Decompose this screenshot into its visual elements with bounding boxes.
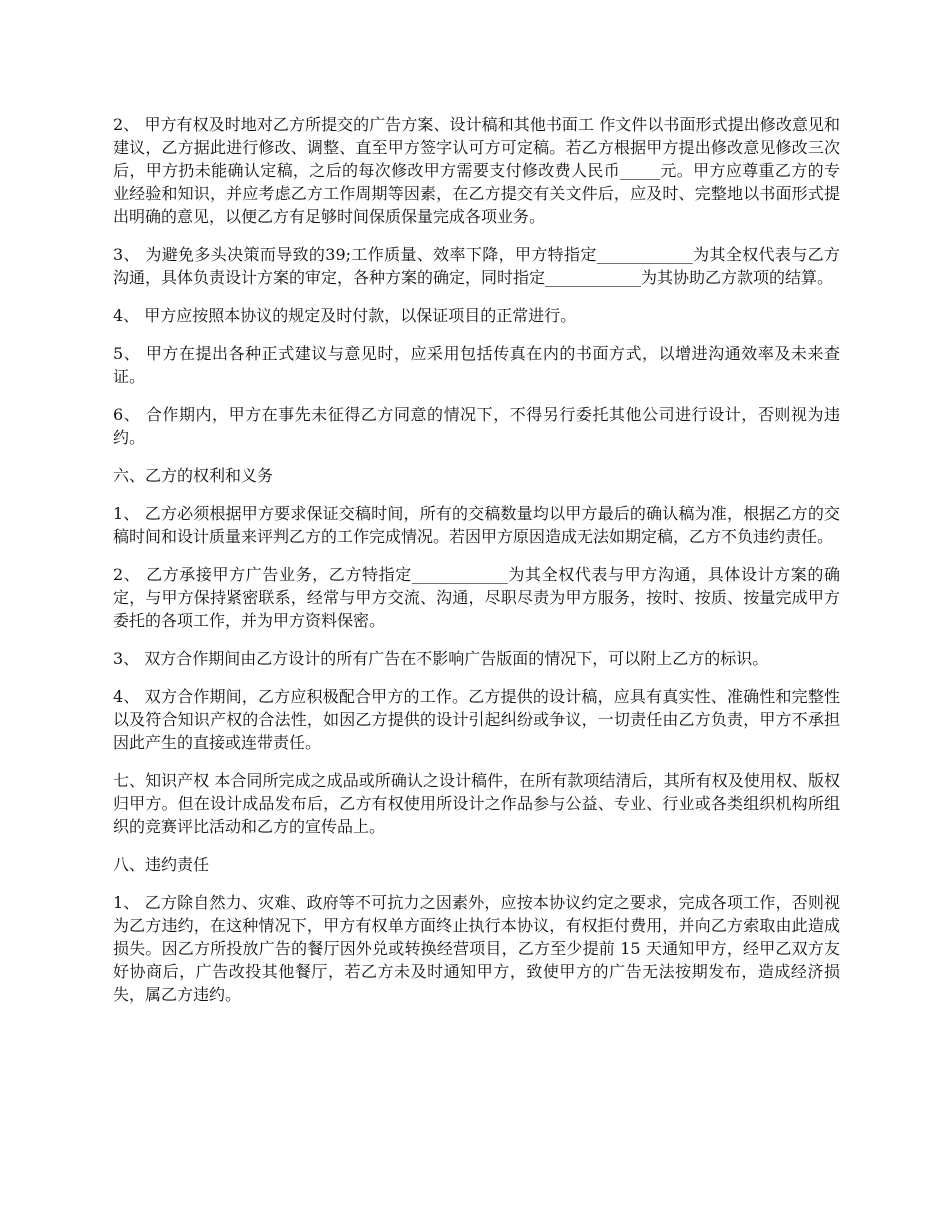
clause-5-6: 6、 合作期内，甲方在事先未征得乙方同意的情况下，不得另行委托其他公司进行设计，否则视为违约。 xyxy=(113,405,840,447)
clause-6-4: 4、 双方合作期间，乙方应积极配合甲方的工作。乙方提供的设计稿，应具有真实性、准确性和完整性以及符合知识产权的合法性，如因乙方提供的设计引起纠纷或争议，一切责任由乙方负责，甲方不承担因此产生的直接或连带责任。 xyxy=(113,687,840,752)
clause-6-3: 3、 双方合作期间由乙方设计的所有广告在不影响广告版面的情况下，可以附上乙方的标识。 xyxy=(113,649,769,668)
clause-5-5: 5、 甲方在提出各种正式建议与意见时，应采用包括传真在内的书面方式，以增进沟通效率及未来查证。 xyxy=(113,344,840,386)
section-heading-8: 八、违约责任 xyxy=(113,855,210,874)
section-7-ip: 七、知识产权 本合同所完成之成品或所确认之设计稿件，在所有款项结清后，其所有权及使用权、版权归甲方。但在设计成品发布后，乙方有权使用所设计之作品参与公益、专业、行业或各类组织机构所组织的竞赛评比活动和乙方的宣传品上。 xyxy=(113,771,840,836)
clause-5-4: 4、 甲方应按照本协议的规定及时付款，以保证项目的正常进行。 xyxy=(113,306,577,325)
clause-5-2: 2、 甲方有权及时地对乙方所提交的广告方案、设计稿和其他书面工 作文件以书面形式提出修改意见和建议，乙方据此进行修改、调整、直至甲方签字认可方可定稿。若乙方根据甲方提出修改意见修改三次后，甲方扔未能确认定稿，之后的每次修改甲方需要支付修改费人民币_____元。甲方应尊重乙方的专业经验和知识，并应考虑乙方工作周期等因素，在乙方提交有关文件后，应及时、完整地以书面形式提出明确的意见，以便乙方有足够时间保质保量完成各项业务。 xyxy=(113,115,840,226)
clause-5-3: 3、 为避免多头决策而导致的39;工作质量、效率下降，甲方特指定____________为其全权代表与乙方沟通，具体负责设计方案的审定，各种方案的确定，同时指定____________为其协助乙方款项的结算。 xyxy=(113,245,840,287)
clause-8-1: 1、 乙方除自然力、灾难、政府等不可抗力之因素外，应按本协议约定之要求，完成各项工作，否则视为乙方违约，在这种情况下，甲方有权单方面终止执行本协议，有权拒付费用，并向乙方索取由此造成损失。因乙方所投放广告的餐厅因外兑或转换经营项目，乙方至少提前 15 天通知甲方，经甲乙双方友好协商后，广告改投其他餐厅，若乙方未及时通知甲方，致使甲方的广告无法按期发布，造成经济损失，属乙方违约。 xyxy=(113,893,840,1004)
document-body xyxy=(113,113,840,1021)
clause-6-2: 2、 乙方承接甲方广告业务，乙方特指定____________为其全权代表与甲方沟通，具体设计方案的确定，与甲方保持紧密联系，经常与甲方交流、沟通，尽职尽责为甲方服务，按时、按质、按量完成甲方委托的各项工作，并为甲方资料保密。 xyxy=(113,565,840,630)
clause-6-1: 1、 乙方必须根据甲方要求保证交稿时间，所有的交稿数量均以甲方最后的确认稿为准，根据乙方的交稿时间和设计质量来评判乙方的工作完成情况。若因甲方原因造成无法如期定稿，乙方不负违约责任。 xyxy=(113,504,840,546)
section-heading-6: 六、乙方的权利和义务 xyxy=(113,466,274,485)
